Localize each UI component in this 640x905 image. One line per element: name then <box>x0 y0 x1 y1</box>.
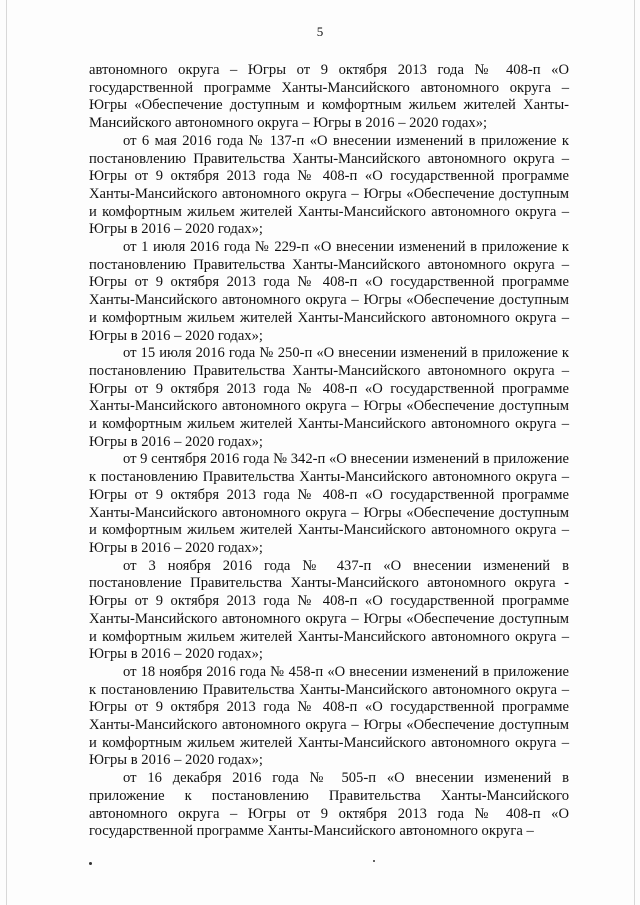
paragraph-resolution-458: от 18 ноября 2016 года № 458-п «О внесении изменений в приложение к постановлению Правительства Ханты-Мансийского автономного округа – Югры от 9 октября 2013 года № 408-п «О государственной программе Ханты-Мансийского автономного округа – Югры «Обеспечение доступным и комфортным жильем жителей Ханты-Мансийского автономного округа – Югры в 2016 – 2020 годах»; <box>89 663 569 769</box>
paragraph-resolution-250: от 15 июля 2016 года № 250-п «О внесении изменений в приложение к постановлению Правительства Ханты-Мансийского автономного округа – Югры от 9 октября 2013 года № 408-п «О государственной программе Ханты-Мансийского автономного округа – Югры «Обеспечение доступным и комфортным жильем жителей Ханты-Мансийского автономного округа – Югры в 2016 – 2020 годах»; <box>89 345 569 450</box>
scan-speck <box>89 862 92 865</box>
paragraph-resolution-229: от 1 июля 2016 года № 229-п «О внесении изменений в приложение к постановлению Правительства Ханты-Мансийского автономного округа – Югры от 9 октября 2013 года № 408-п «О государственной программе Ханты-Мансийского автономного округа – Югры «Обеспечение доступным и комфортным жильем жителей Ханты-Мансийского автономного округа – Югры в 2016 – 2020 годах»; <box>89 239 569 344</box>
page-number: 5 <box>316 24 324 39</box>
paragraph-continuation: автономного округа – Югры от 9 октября 2013 года № 408-п «О государственной программе Ханты-Мансийского автономного округа – Югры «Обеспечение доступным и комфортным жильем жителей Ханты-Мансийского автономного округа – Югры в 2016 – 2020 годах»; <box>89 62 569 132</box>
scan-speck <box>373 860 375 862</box>
paragraph-resolution-137: от 6 мая 2016 года № 137-п «О внесении изменений в приложение к постановлению Правительства Ханты-Мансийского автономного округа – Югры от 9 октября 2013 года № 408-п «О государственной программе Ханты-Мансийского автономного округа – Югры «Обеспечение доступным и комфортным жильем жителей Ханты-Мансийского автономного округа – Югры в 2016 – 2020 годах»; <box>89 132 569 238</box>
paragraph-resolution-342: от 9 сентября 2016 года № 342-п «О внесении изменений в приложение к постановлению Правительства Ханты-Мансийского автономного округа – Югры от 9 октября 2013 года № 408-п «О государственной программе Ханты-Мансийского автономного округа – Югры «Обеспечение доступным и комфортным жильем жителей Ханты-Мансийского автономного округа – Югры в 2016 – 2020 годах»; <box>89 451 569 556</box>
paragraph-resolution-437: от 3 ноября 2016 года № 437-п «О внесении изменений в постановление Правительства Ханты-Мансийского автономного округа - Югры от 9 октября 2013 года № 408-п «О государственной программе Ханты-Мансийского автономного округа – Югры «Обеспечение доступным и комфортным жильем жителей Ханты-Мансийского автономного округа – Югры в 2016 – 2020 годах»; <box>89 557 569 663</box>
document-body <box>89 62 569 841</box>
paragraph-resolution-505: от 16 декабря 2016 года № 505-п «О внесении изменений в приложение к постановлению Правительства Ханты-Мансийского автономного округа – Югры от 9 октября 2013 года № 408-п «О государственной программе Ханты-Мансийского автономного округа – <box>89 770 569 840</box>
scan-edge-right <box>634 0 635 905</box>
scan-edge-left <box>6 0 7 905</box>
